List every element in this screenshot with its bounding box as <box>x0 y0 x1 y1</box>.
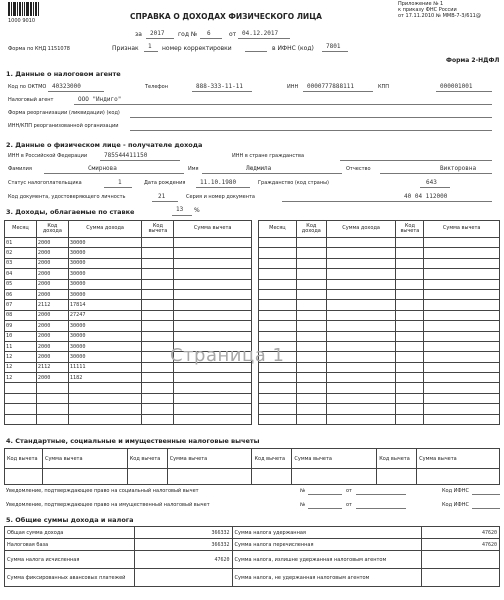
section-5-title: 5. Общие суммы дохода и налога <box>6 516 134 524</box>
oktmo-value: 40323000 <box>52 83 81 90</box>
barcode-number: 1000 9010 <box>8 18 36 24</box>
table-row: 11 2000 30000 <box>5 341 252 351</box>
tax-base-value: 366332 <box>134 539 232 551</box>
table-row: 09 2000 30000 <box>5 321 252 331</box>
table-row: 04 2000 30000 <box>5 269 252 279</box>
tax-calculated-value: 47620 <box>134 551 232 569</box>
section-4-title: 4. Стандартные, социальные и имущественные налоговые вычеты <box>6 437 260 445</box>
person-inn-value: 785544411150 <box>104 152 148 159</box>
income-table-right: Месяц Код дохода Сумма дохода Код вычета Сумма вычета <box>258 220 500 425</box>
table-row: 12 2000 30000 <box>5 352 252 362</box>
report-year: 2017 <box>150 30 165 37</box>
table-row: 12 2000 1182 <box>5 373 252 383</box>
attribute-value: 1 <box>148 43 152 50</box>
tax-withheld-value: 47620 <box>422 527 500 539</box>
document-title: СПРАВКА О ДОХОДАХ ФИЗИЧЕСКОГО ЛИЦА <box>130 12 322 21</box>
table-row: 12 2112 11111 <box>5 362 252 372</box>
tax-rate: 13 <box>176 206 184 213</box>
table-row: 06 2000 30000 <box>5 289 252 299</box>
table-row <box>5 414 252 424</box>
table-row: 03 2000 30000 <box>5 258 252 268</box>
ifns-code: 7801 <box>326 43 341 50</box>
section-3-title: 3. Доходы, облагаемые по ставке <box>6 208 135 216</box>
income-table-left: Месяц Код дохода Сумма дохода Код вычета Сумма вычета 01 2000 30000 02 2000 30000 03 2000 30000 04 2000 30000 05 2000 30000 06 2000 30000 07 2112 17814 08 2000 27247 09 2000 30000 10 2000 30000 11 2000 30000 12 2000 30000 12 2112 11111 12 2000 1182 <box>4 220 252 425</box>
table-row: 01 2000 30000 <box>5 238 252 248</box>
tax-transferred-value: 47620 <box>422 539 500 551</box>
agent-inn-value: 0000777888111 <box>307 83 354 90</box>
appendix-note: Приложение № 1 <box>398 1 444 7</box>
table-row: 10 2000 30000 <box>5 331 252 341</box>
phone-value: 888-333-11-11 <box>196 83 243 90</box>
form-kind: Форма по КНД 1151078 <box>8 46 70 52</box>
order-note: к приказу ФНС России <box>398 7 457 13</box>
status-value: 1 <box>118 179 122 186</box>
surname-value: Смирнова <box>88 165 117 172</box>
total-income-value: 366332 <box>134 527 232 539</box>
table-row <box>5 404 252 414</box>
deductions-table: Код вычета Сумма вычета Код вычета Сумма вычета Код вычета Сумма вычета Код вычета Сумма вычета <box>4 448 500 485</box>
section-2-title: 2. Данные о физическом лице - получателе дохода <box>6 141 203 149</box>
birth-date-value: 11.10.1980 <box>200 179 237 186</box>
document-number: 6 <box>207 30 211 37</box>
doc-code-value: 21 <box>158 193 166 200</box>
table-row: 02 2000 30000 <box>5 248 252 258</box>
order-number-note: от 17.11.2010 № ММВ-7-3/611@ <box>398 13 481 19</box>
agent-name-value: ООО "Индиго" <box>78 96 122 103</box>
agent-kpp-value: 000001001 <box>440 83 473 90</box>
table-row <box>5 383 252 393</box>
form-name: Форма 2-НДФЛ <box>446 57 500 64</box>
barcode <box>8 2 40 16</box>
section-1-title: 1. Данные о налоговом агенте <box>6 70 121 78</box>
doc-series-value: 40 04 112000 <box>404 193 448 200</box>
first-name-value: Людмила <box>246 165 272 172</box>
document-date: 04.12.2017 <box>242 30 279 37</box>
table-row: 07 2112 17814 <box>5 300 252 310</box>
table-row: 05 2000 30000 <box>5 279 252 289</box>
totals-table: Общая сумма дохода 366332 Сумма налога удержанная 47620 Налоговая база 366332 Сумма налога перечисленная 47620 Сумма налога исчисленная 47620 Сумма налога, излишне удержанная налоговым агентом Сумма фиксированных авансовых платежей Сумма налога, не удержанная налоговым агентом <box>4 526 500 587</box>
page-watermark: Страница 1 <box>170 345 285 366</box>
table-row: 08 2000 27247 <box>5 310 252 320</box>
table-row <box>5 393 252 403</box>
patronymic-value: Викторовна <box>440 165 477 172</box>
citizenship-value: 643 <box>426 179 437 186</box>
